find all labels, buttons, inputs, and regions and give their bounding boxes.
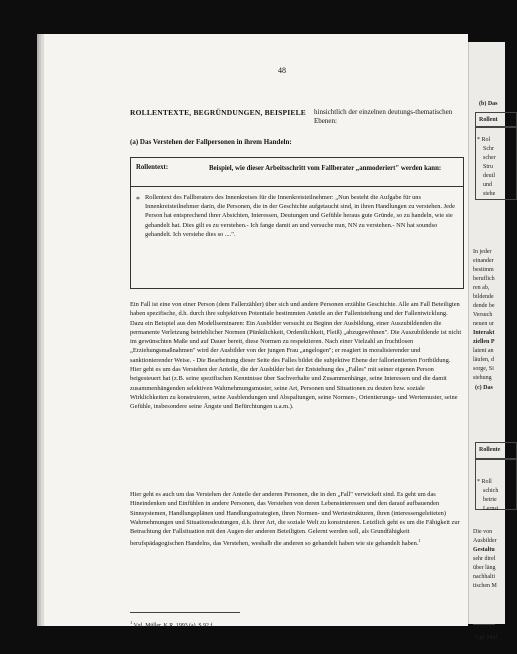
right-page-fragment: einander (473, 258, 494, 264)
right-page-fragment: stehung (473, 375, 492, 381)
page-number: 48 (278, 66, 286, 75)
right-page-fragment: beruflich (473, 276, 495, 282)
footnote-number: 1 (130, 620, 133, 625)
right-page-fragment: schich (483, 488, 499, 494)
right-page-fragment: neuen ur (473, 321, 494, 327)
right-page-fragment: * Rol (477, 137, 491, 143)
right-page-fragment: Interakt (473, 330, 495, 336)
role-text-box-header (131, 158, 463, 187)
left-page (44, 34, 468, 629)
section-heading-continuation: hinsichtlich der einzelnen deutungs-thematischen Ebenen: (314, 108, 453, 125)
right-page-fragment: tischen M (473, 583, 497, 589)
right-page-fragment: Gestaltu (473, 547, 495, 553)
right-page-fragment: dende be (473, 303, 495, 309)
body-paragraph-2 (130, 490, 462, 549)
right-page-fragment: latent an (473, 348, 494, 354)
right-page-fragment: bildende (473, 294, 494, 300)
role-text-body: Rollentext des Fallberaters des Innenkreises für die Innenkreisteilnehmer: „Nun besteht die Aufgabe für uns Innenkreisteilnehmer darin, die Personen, die in der Geschichte aufgetaucht sind, in ihren Handlungen zu verstehen. Jede Person hat entsprechend ihrer Absichten, Interessen, Deutungen und Gefühle heraus gute Gründe, so zu handeln, wie sie gehandelt hat. Dies gilt es zu verstehen.- Ich fange damit an und versuche nun, NN zu verstehen.- NN hat soundso gehandelt. Ich verstehe dies so ....". (145, 194, 456, 238)
right-page-fragment: über läng (473, 565, 496, 571)
right-page-fragment: und (483, 182, 492, 188)
right-page-fragment: ziellen P (473, 339, 495, 345)
body-paragraph-2-text: Hier geht es auch um das Verstehen der Anteile der anderen Personen, die in den „Fall" verwickelt sind. Es geht um das Hineindenken und Einfühlen in andere Personen, das Verstehen von deren Lebensinteressen und den darauf aufbauenden Sinnsystemen, Handlungsplänen und Handlungsstrategien, ihren Normen- und Wertestrukturen, ihren (interessengeleiteten) Wahrnehmungen und Situationsdeutungen, d.h. ihrer Art, die soziale Welt zu konstruieren. Letztlich geht es um die Fähigkeit zur Betrachtung der Fallsituation mit den Augen der anderen Beteiligten. Gelernt werden soll, als Grundfähigkeit berufspädagogischen Handelns, das Verstehen, weshalb die anderen so gehandelt haben wie sie gehandelt haben. (130, 491, 460, 548)
right-page-fragment: * Roll (477, 479, 492, 485)
footnote-divider (130, 612, 240, 613)
right-page-fragment: nachhalti (473, 574, 495, 580)
right-page-fragment: Vgl. Mül (475, 635, 498, 641)
right-page-fragment: Schr (483, 146, 494, 152)
right-page-fragment: (c) Das (475, 385, 493, 391)
right-page-fragment: läufen, d (473, 357, 494, 363)
role-text-label: Rollentext: (136, 164, 169, 171)
bullet-marker: * (136, 195, 140, 204)
right-page-fragment: bestimm (473, 267, 494, 273)
right-page-fragment: deutl (483, 173, 495, 179)
right-page-fragment: Rollente (479, 447, 501, 453)
footnote-text: Vgl. Müller, K.R. 1993 (a), S.92 f. (133, 622, 214, 629)
role-text-title: Beispiel, wie dieser Arbeitsschritt vom Fallberater „anmoderiert" werden kann: (209, 165, 442, 172)
right-page-fragment: (b) Das (479, 101, 498, 107)
role-text-box (130, 157, 464, 289)
right-page-fragment: Lernsi (483, 506, 499, 512)
right-page-fragment: Versuch (473, 312, 493, 318)
right-page-fragment: In jeder (473, 249, 492, 255)
right-page-fragment: sehr direl (473, 556, 496, 562)
subheading: (a) Das Verstehen der Fallpersonen in ihrem Handeln: (130, 138, 292, 146)
body-paragraph-1: Ein Fall ist eine von einer Person (dem Fallerzähler) über sich und andere Personen erzählte Geschichte. Alle am Fall Beteiligten haben spezifische, d.h. durch ihre subjektiven Potentiale bestimmten Anteile an der Fallentstehung und der Fallentwicklung. Dazu ein Beispiel aus den Modellseminaren: Ein Ausbilder versucht zu Beginn der Ausbildung, einer Auszubildenden die permanente Verletzung betrieblicher Normen (Pünktlichkeit, Ordentlichkeit, Fleiß) „abzugewöhnen". Die Auszubildende ist nicht im gewünschten Maße und auf Dauer bereit, diese Normen zu respektieren. Nach einer Vielzahl an fruchtlosen „Erziehungsmaßnahmen" wird der Ausbilder von der jungen Frau „angelogen"; er reagiert in moralisierender und sanktionierender Weise. - Die Bearbeitung dieser Seite des Falles bildet die subjektive Ebene der fallorientierten Fortbildung. Hier geht es um das Verstehen der Anteile, die der Ausbilder bei der Entstehung des „Falles" mit seiner eigenen Person beigesteuert hat (z.B. seine spezifischen Kenntnisse über Sachverhalte und Zusammenhänge, seine Interessen und die damit zusammenhängenden selektiven Wahrnehmungsmuster, seine Art, Personen und Situationen zu deuten bzw. soziale Wirklichkeiten zu konstruieren, seine Ausblendungen und Abspaltungen, seine Normen-, Orientierungs- und Wertemuster, seine Gefühle, insbesondere seine Ängste und Befürchtungen u.a.m.). (130, 301, 462, 411)
right-page-fragment: sorge, Si (473, 366, 494, 372)
section-heading: ROLLENTEXTE, BEGRÜNDUNGEN, BEISPIELE (130, 108, 306, 117)
right-page-fragment: Stru (483, 164, 494, 170)
right-page (468, 42, 505, 641)
right-page-fragment: Die von (473, 529, 493, 535)
right-page-fragment: ren ab, (473, 285, 490, 291)
right-page-fragment: Ausbilder (473, 538, 497, 544)
footnote (130, 620, 214, 629)
right-page-fragment: stehe (483, 191, 496, 197)
footnote-reference: 1 (418, 538, 421, 544)
right-page-fragment: scher (483, 155, 496, 161)
right-page-fragment: Rollent (479, 117, 498, 123)
right-page-fragment: betrie (483, 497, 497, 503)
right-page-footnote-divider (473, 624, 495, 625)
